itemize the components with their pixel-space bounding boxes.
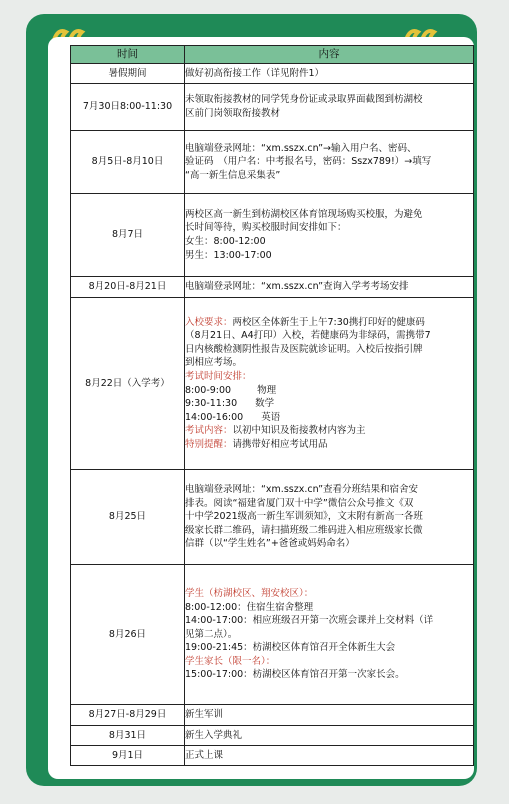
content-line: 两校区高一新生到枋湖校区体育馆现场购买校服，为避免 [185,208,423,220]
table-row [71,746,474,766]
schedule-label: 考试时间安排： [185,370,252,382]
table-row [71,194,474,277]
content-line: 十中学2021级高一新生军训须知》，文末附有新高一各班 [185,511,423,523]
table-row [71,298,474,470]
content-line: 8:00-12:00：住宿生宿舍整理 [185,601,314,613]
row-content [185,84,474,131]
content-line: 19:00-21:45：枋湖校区体育馆召开全体新生大会 [185,642,396,654]
content-line: （8月21日、A4打印）入校，若健康码为非绿码，需携带7 [185,330,431,342]
row-time: 8月26日 [71,565,185,705]
exam-subject: 物理 [257,384,277,396]
content-line: 电脑端登录网址：“xm.sszx.cn”查询入学考考场安排 [185,281,409,293]
exam-subject: 数学 [255,398,275,410]
row-time: 8月22日（入学考） [71,298,185,470]
green-frame [26,14,477,786]
content-line [185,424,473,438]
content-line: 电脑端登录网址：“xm.sszx.cn”→输入用户名、密码、 [185,142,417,154]
row-content [185,470,474,565]
row-content [185,277,474,298]
content-line [185,438,473,452]
exam-time: 14:00-16:00 [185,411,244,423]
reminder-label: 特别提醒： [185,438,233,450]
content-text: 两校区全体新生于上午7:30携打印好的健康码 [232,316,425,328]
exam-line [185,397,473,411]
exam-time: 8:00-9:00 [185,384,232,396]
table-row [71,131,474,194]
exam-content-label: 考试内容： [185,425,233,437]
parents-label: 学生家长（限一名）： [185,655,276,667]
content-line: 区前门岗领取衔接教材 [185,108,281,119]
exam-subject: 英语 [261,411,281,423]
entry-label: 入校要求： [185,316,233,328]
row-time: 8月20日-8月21日 [71,277,185,298]
content-line: 做好初高衔接工作（详见附件1） [185,67,325,79]
content-line: 见第二点）。 [185,628,238,640]
row-content [185,298,474,470]
table-row [71,565,474,705]
row-time: 8月25日 [71,470,185,565]
content-text: 请携带好相应考试用品 [232,438,328,450]
table-row [71,705,474,726]
table-header-row [71,46,474,64]
exam-line [185,411,473,425]
content-line: 验证码 （用户名：中考报名号，密码：Sszx789!）→填写 [185,156,432,168]
header-content: 内容 [185,46,474,64]
content-line: “高一新生信息采集表” [185,169,281,181]
content-line [185,316,473,330]
table-row [71,64,474,84]
content-line: 到相应考场。 [185,357,243,369]
content-line: 排表。阅读“福建省厦门双十中学”微信公众号推文《双 [185,497,414,509]
content-line: 15:00-17:00：枋湖校区体育馆召开第一次家长会。 [185,669,405,681]
row-time: 9月1日 [71,746,185,766]
table-row [71,726,474,746]
exam-line [185,384,473,398]
row-content [185,746,474,766]
content-line: 信群（以“学生姓名”+爸爸或妈妈命名） [185,538,355,550]
content-line: 日内核酸检测阴性报告及医院就诊证明。入校后按指引牌 [185,343,423,355]
row-content [185,565,474,705]
exam-time: 9:30-11:30 [185,398,238,410]
content-text: 以初中知识及衔接教材内容为主 [232,425,366,437]
row-content [185,705,474,726]
table-row [71,84,474,131]
table-row [71,277,474,298]
content-line: 未领取衔接教材的同学凭身份证或录取界面截图到枋湖校 [185,94,423,106]
content-line: 男生：13:00-17:00 [185,249,272,261]
content-line: 新生入学典礼 [185,729,243,741]
content-line: 级家长群二维码，请扫描班级二维码进入相应班级家长微 [185,524,423,536]
row-content [185,131,474,194]
schedule-table [70,45,474,766]
row-time: 8月7日 [71,194,185,277]
students-label: 学生（枋湖校区、翔安校区）： [185,587,314,599]
content-line: 长时间等待，购买校服时间安排如下： [185,222,347,234]
content-line: 女生：8:00-12:00 [185,236,266,247]
content-line: 新生军训 [185,709,224,721]
content-line: 14:00-17:00：相应班级召开第一次班会课并上交材料（详 [185,615,434,627]
row-content [185,726,474,746]
header-time: 时间 [71,46,185,64]
row-time: 8月27日-8月29日 [71,705,185,726]
row-time: 8月5日-8月10日 [71,131,185,194]
row-content [185,194,474,277]
content-line: 正式上课 [185,749,224,761]
row-time: 7月30日8:00-11:30 [71,84,185,131]
table-row [71,470,474,565]
row-time: 8月31日 [71,726,185,746]
row-content [185,64,474,84]
schedule-sheet [48,37,474,779]
content-line: 电脑端登录网址：“xm.sszx.cn”查看分班结果和宿舍安 [185,484,418,496]
row-time: 暑假期间 [71,64,185,84]
